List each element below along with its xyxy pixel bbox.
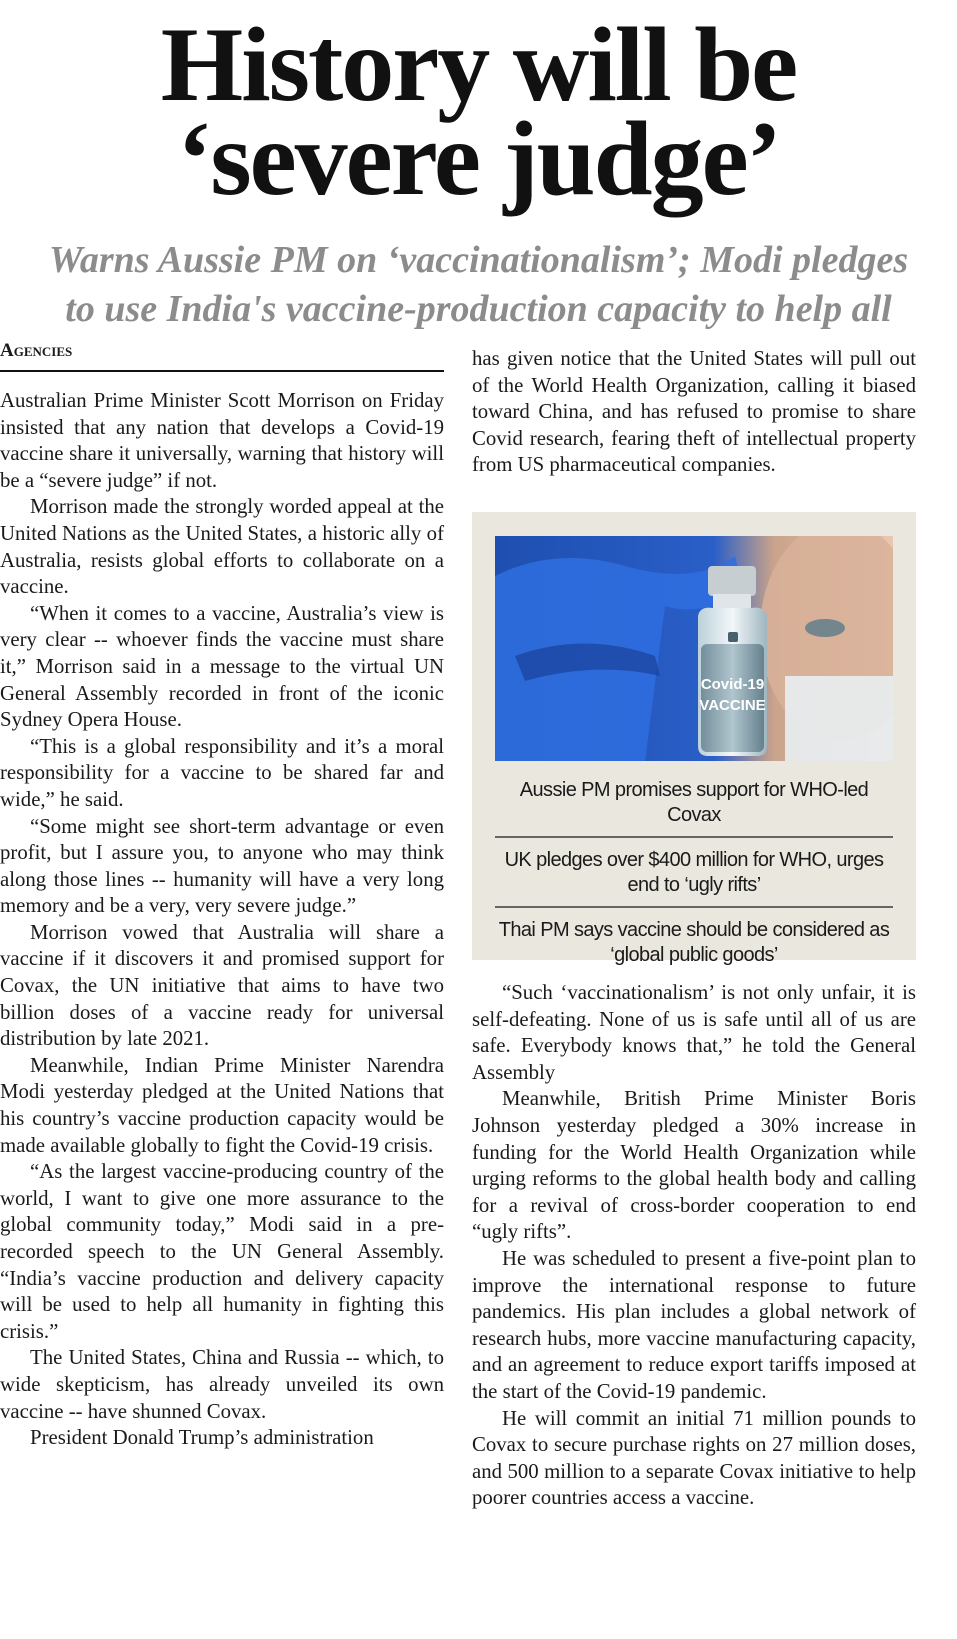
vial-label-line-1: Covid-19 [700, 676, 765, 693]
vaccine-photo [495, 536, 893, 761]
paragraph: “When it comes to a vaccine, Australia’s view is very clear -- whoever finds the vaccine must share it,” Morrison said in a message to the virtual UN General Assembly recorded in front of the iconic Sydney Opera House. [0, 601, 444, 732]
headline-line-1: History will be [160, 6, 797, 123]
paragraph: has given notice that the United States will pull out of the World Health Organization, calling it biased toward China, and has refused to promise to share Covid research, fearing theft of intellectual property from US pharmaceutical companies. [472, 347, 916, 477]
left-column [0, 388, 444, 1452]
paragraph: “Such ‘vaccinationalism’ is not only unfair, it is self-defeating. None of us is safe until all of us are safe. Everybody knows that,” he told the General Assembly [472, 981, 916, 1084]
paragraph: He will commit an initial 71 million pounds to Covax to secure purchase rights on 27 million doses, and 500 million to a separate Covax initiative to help poorer countries access a vaccine. [472, 1406, 916, 1510]
byline: Agencies [0, 340, 444, 372]
headline-line-2: ‘severe judge’ [177, 100, 780, 217]
subheadline [0, 236, 957, 334]
paragraph: President Donald Trump’s administration [30, 1426, 374, 1450]
paragraph: Morrison made the strongly worded appeal at the United Nations as the United States, a historic ally of Australia, resists global efforts to collaborate on a vaccine. [0, 495, 444, 599]
highlight-list [495, 768, 893, 976]
highlight-item: Thai PM says vaccine should be considered as ‘global public goods’ [498, 919, 890, 966]
paragraph: “As the largest vaccine-producing country of the world, I want to give one more assurance to the global community today,” Modi said in a pre-recorded speech to the UN General Assembly. “India’s vaccine production and delivery capacity will be used to help all humanity in fighting this crisis.” [0, 1160, 444, 1343]
paragraph: Meanwhile, Indian Prime Minister Narendra Modi yesterday pledged at the United Nations that his country’s vaccine production capacity would be made available globally to fight the Covid-19 crisis. [0, 1053, 444, 1157]
paragraph: Morrison vowed that Australia will share a vaccine if it discovers it and promised support for Covax, the UN initiative that aims to have two billion doses of a vaccine ready for universal distribution by late 2021. [0, 920, 444, 1051]
paragraph: “This is a global responsibility and it’s a moral responsibility for a vaccine to be shared far and wide,” he said. [0, 734, 444, 811]
subheadline-line-2: to use India's vaccine-production capacity to help all [65, 288, 892, 330]
paragraph: “Some might see short-term advantage or even profit, but I assure you, to anyone who may think along those lines -- humanity will have a very long memory and be a very, very severe judge.” [0, 814, 444, 918]
headline [0, 6, 957, 217]
highlight-item: UK pledges over $400 million for WHO, urges end to ‘ugly rifts’ [495, 838, 893, 908]
paragraph: Australian Prime Minister Scott Morrison on Friday insisted that any nation that develops a Covid-19 vaccine share it universally, warning that history will be a “severe judge” if not. [0, 389, 444, 492]
vaccine-vial-illustration [495, 536, 893, 761]
highlights-sidebar [472, 512, 916, 966]
vial-label-line-2: VACCINE [699, 697, 766, 714]
paragraph: He was scheduled to present a five-point plan to improve the international response to future pandemics. His plan includes a global network of research hubs, more vaccine manufacturing capacity, and an agreement to reduce export tariffs imposed at the start of the Covid-19 pandemic. [472, 1246, 916, 1403]
right-column-bottom [472, 980, 916, 1512]
paragraph: Meanwhile, British Prime Minister Boris Johnson yesterday pledged a 30% increase in funding for the World Health Organization while urging reforms to the global health body and calling for a revival of cross-border cooperation to end “ugly rifts”. [472, 1087, 916, 1244]
paragraph: The United States, China and Russia -- which, to wide skepticism, has already unveiled its own vaccine -- have shunned Covax. [0, 1346, 444, 1423]
right-column-top [472, 346, 916, 479]
highlight-item: Aussie PM promises support for WHO-led Covax [495, 768, 893, 838]
subheadline-line-1: Warns Aussie PM on ‘vaccinationalism’; Modi pledges [48, 239, 909, 281]
